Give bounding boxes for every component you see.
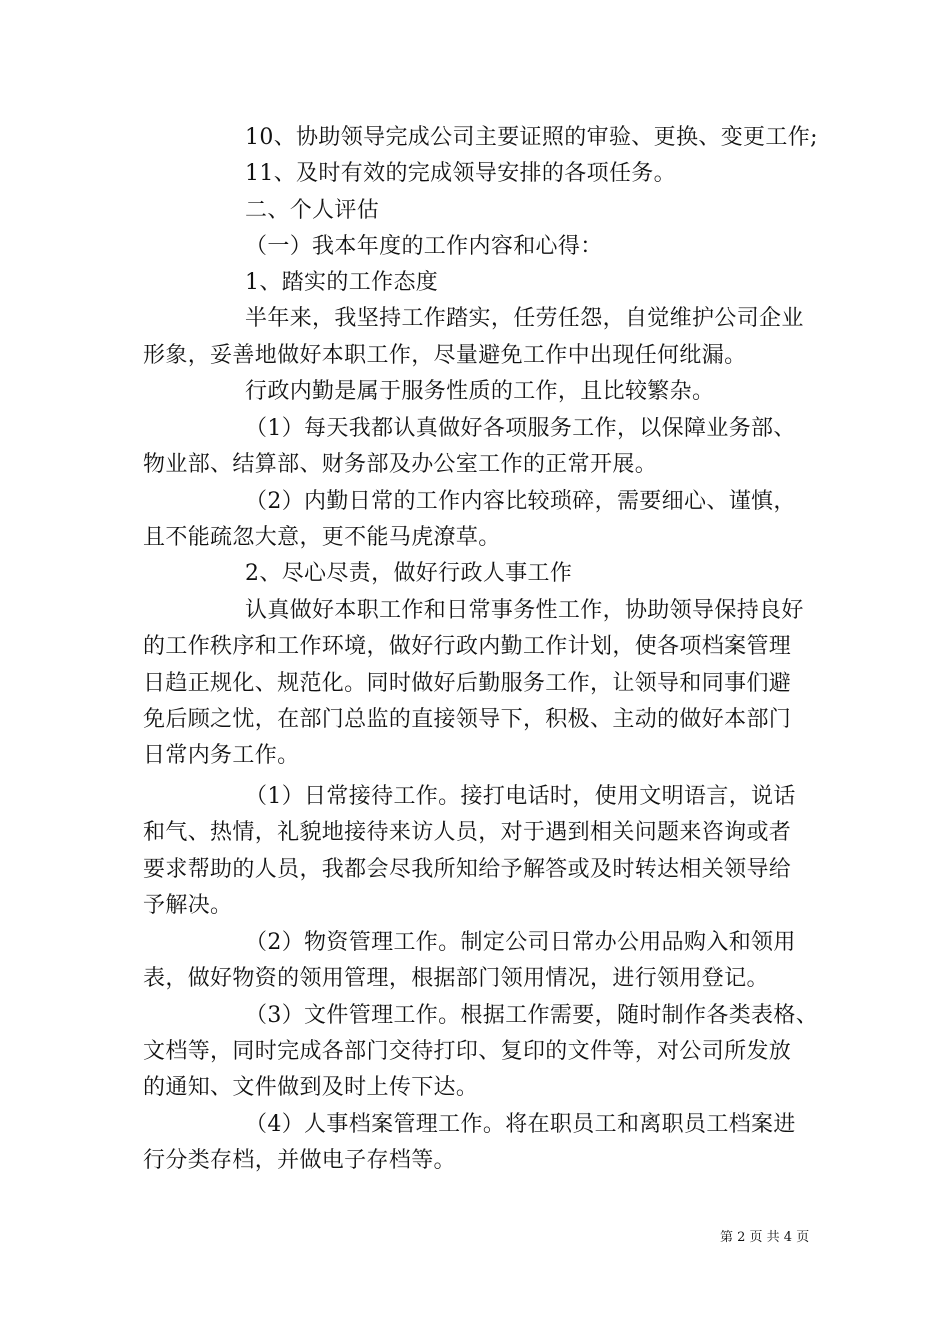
paragraph-line: 和气、热情，礼貌地接待来访人员，对于遇到相关问题来咨询或者 <box>143 820 792 845</box>
paragraph-line: （1）每天我都认真做好各项服务工作，以保障业务部、 <box>245 416 796 441</box>
paragraph-line: 表，做好物资的领用管理，根据部门领用情况，进行领用登记。 <box>143 966 769 991</box>
paragraph-line: （1）日常接待工作。接打电话时，使用文明语言，说话 <box>245 784 796 809</box>
paragraph-line: 要求帮助的人员，我都会尽我所知给予解答或及时转达相关领导给 <box>143 857 792 882</box>
paragraph-line: 的通知、文件做到及时上传下达。 <box>143 1075 479 1100</box>
item-heading: 2、尽心尽责，做好行政人事工作 <box>245 561 573 586</box>
paragraph-line: 11、及时有效的完成领导安排的各项任务。 <box>245 161 676 186</box>
paragraph-line: 物业部、结算部、财务部及办公室工作的正常开展。 <box>143 452 658 477</box>
page-number: 第 2 页 共 4 页 <box>720 1230 810 1245</box>
paragraph-line: 半年来，我坚持工作踏实，任劳任怨，自觉维护公司企业 <box>245 306 804 331</box>
paragraph-line: 10、协助领导完成公司主要证照的审验、更换、变更工作; <box>245 125 818 150</box>
section-heading: 二、个人评估 <box>245 198 380 223</box>
paragraph-line: （4）人事档案管理工作。将在职员工和离职员工档案进 <box>245 1112 796 1137</box>
paragraph-line: 形象，妥善地做好本职工作，尽量避免工作中出现任何纰漏。 <box>143 343 747 368</box>
paragraph-line: 的工作秩序和工作环境，做好行政内勤工作计划，使各项档案管理 <box>143 634 792 659</box>
paragraph-line: （2）物资管理工作。制定公司日常办公用品购入和领用 <box>245 930 796 955</box>
paragraph-line: 予解决。 <box>143 893 233 918</box>
paragraph-line: （2）内勤日常的工作内容比较琐碎，需要细心、谨慎， <box>245 489 796 514</box>
paragraph-line: 日常内务工作。 <box>143 743 300 768</box>
paragraph-line: 且不能疏忽大意，更不能马虎潦草。 <box>143 525 501 550</box>
paragraph-line: （3）文件管理工作。根据工作需要，随时制作各类表格、 <box>245 1003 819 1028</box>
paragraph-line: 认真做好本职工作和日常事务性工作，协助领导保持良好 <box>245 598 804 623</box>
paragraph-line: 免后顾之忧，在部门总监的直接领导下，积极、主动的做好本部门 <box>143 707 792 732</box>
paragraph-line: 文档等，同时完成各部门交待打印、复印的文件等，对公司所发放 <box>143 1039 792 1064</box>
subsection-heading: （一）我本年度的工作内容和心得： <box>245 234 603 259</box>
paragraph-line: 行分类存档，并做电子存档等。 <box>143 1148 456 1173</box>
item-heading: 1、踏实的工作态度 <box>245 270 439 295</box>
paragraph-line: 行政内勤是属于服务性质的工作，且比较繁杂。 <box>245 379 715 404</box>
paragraph-line: 日趋正规化、规范化。同时做好后勤服务工作，让领导和同事们避 <box>143 671 792 696</box>
